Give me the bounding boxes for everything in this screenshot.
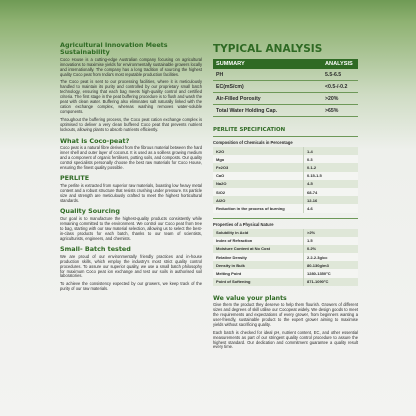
heading-perlite: PERLITE bbox=[60, 174, 90, 183]
table-cell: Point of Softening bbox=[213, 278, 304, 286]
table-row bbox=[213, 188, 358, 196]
table-cell: Moisture Content at No Cost bbox=[213, 245, 304, 253]
table-cell: 0.2% bbox=[304, 245, 359, 253]
table-cell: Reduction in the process of burning bbox=[213, 204, 304, 212]
table-cell: CaO bbox=[213, 172, 304, 180]
table-cell: Al2O bbox=[213, 196, 304, 204]
paragraph: Our goal is to manufacture the highest-quality products consistently while remaining committed to the environment. We control our Coco peat from tree to bag, starting with our raw material selection, allowing us to select the best-in-class products for each batch, thanks to our team of scientists, agriculturists, engineers, and chemists. bbox=[60, 215, 202, 241]
heading-quality-sourcing: Quality Sourcing bbox=[60, 207, 120, 216]
table-cell: Melting Point bbox=[213, 269, 304, 277]
right-column bbox=[213, 30, 358, 350]
table-cell: Mgo bbox=[213, 155, 304, 163]
analysis-header bbox=[213, 59, 358, 69]
analysis-row bbox=[213, 81, 358, 93]
table-cell: Density in Bulk bbox=[213, 261, 304, 269]
table-cell: 871-1090°C bbox=[304, 278, 359, 286]
perlite-specification-title: PERLITE SPECIFICATION bbox=[213, 127, 286, 133]
table-cell: Relative Density bbox=[213, 253, 304, 261]
analysis-label: EC(mS/cm) bbox=[216, 84, 244, 90]
paragraph: Coco House is a cutting-edge Australian company focusing on agricultural innovations to maximise yields for environmentally sustainable growers locally and internationally. The company has a long tradition of sourcing the highest quality Coco peat from India's most reputable production facilities. bbox=[60, 56, 202, 77]
table-row bbox=[213, 155, 358, 163]
paragraph: The Coco peat is sent to our processing facilities, where it is meticulously handled to maintain its purity and controlled by our proprietary small batch technology, ensuring that each bag meets high-quality control and certified criteria. The first stage in the peat buffering procedure is to flush and wash the peat with clean water. Buffering also eliminates salt naturally linked with the cation exchange complex, whereas washing removes water-soluble components. bbox=[60, 79, 202, 114]
table-cell: SiO2 bbox=[213, 188, 304, 196]
table-cell: 4-5 bbox=[304, 180, 359, 188]
paragraph: We are proud of our environmentally friendly practices and in-house production skills, which employ the industry's most strict quality control procedures. To assure our superior quality, we use a small batch philosophy for maximum Coco peat ion exchange and test our soils in authorised soil laboratories. bbox=[60, 253, 202, 279]
paragraph: Throughout the buffering process, the Coco peat cation exchange complex is optimised to deliver a very clean buffered Coco peat that prevents nutrient lockouts, allowing plants to absorb nutrients efficiently. bbox=[60, 116, 202, 132]
table-cell: Fe2O3 bbox=[213, 163, 304, 171]
table-row bbox=[213, 261, 358, 269]
table-cell: K2O bbox=[213, 147, 304, 155]
table-row bbox=[213, 147, 358, 155]
analysis-row bbox=[213, 69, 358, 81]
chemical-composition-table bbox=[213, 147, 358, 213]
table-row bbox=[213, 253, 358, 261]
analysis-label: Total Water Holding Cap. bbox=[216, 108, 278, 114]
table-row bbox=[213, 245, 358, 253]
heading-small-batch-tested: Small- Batch tested bbox=[60, 245, 131, 254]
paragraph: Coco peat is a natural fibre derived from the fibrous material between the hard inner shell and outer layer of coconut. It is used as a soilless growing medium and a component of organic fertilisers, potting soils, and composts. Our quality control specialists personally choose the best raw materials for Coco House, ensuring the finest quality possible. bbox=[60, 144, 202, 170]
paragraph: To achieve the consistency expected by our growers, we keep track of the purity of our raw materials. bbox=[60, 281, 202, 292]
analysis-row bbox=[213, 93, 358, 105]
analysis-label: PH bbox=[216, 72, 224, 78]
table-cell: 12-16 bbox=[304, 196, 359, 204]
physical-properties-table bbox=[213, 229, 358, 286]
table-cell: 1280-1350°C bbox=[304, 269, 359, 277]
analysis-value: 5.5-6.5 bbox=[325, 72, 342, 78]
heading-what-is-coco-peat: What is Coco-peat? bbox=[60, 136, 130, 145]
table-row bbox=[213, 204, 358, 212]
table-row bbox=[213, 172, 358, 180]
table-row bbox=[213, 237, 358, 245]
analysis-value: <0.5-/-0.2 bbox=[325, 84, 348, 90]
table-cell: Index of Refraction bbox=[213, 237, 304, 245]
table-cell: 80-130g/m3 bbox=[304, 261, 359, 269]
chemical-composition-title: Composition of Chemicals in Percentage bbox=[213, 136, 358, 145]
table-cell: 2.2-2.3g/cc bbox=[304, 253, 359, 261]
table-row bbox=[213, 163, 358, 171]
analysis-label: Air-Filled Porosity bbox=[216, 96, 261, 102]
analysis-header-summary: SUMMARY bbox=[216, 61, 245, 67]
analysis-row bbox=[213, 105, 358, 117]
table-cell: 0.15-1.5 bbox=[304, 172, 359, 180]
heading-agricultural-innovation: Agricultural Innovation Meets Sustainability bbox=[60, 41, 168, 57]
table-cell: Solubility in Acid bbox=[213, 229, 304, 237]
table-row bbox=[213, 278, 358, 286]
table-row bbox=[213, 269, 358, 277]
analysis-value: >65% bbox=[325, 108, 339, 114]
table-cell: 4-6 bbox=[304, 204, 359, 212]
table-row bbox=[213, 196, 358, 204]
analysis-value: >20% bbox=[325, 96, 339, 102]
table-cell: 0.3 bbox=[304, 155, 359, 163]
table-cell: 1.5 bbox=[304, 237, 359, 245]
table-cell: >2% bbox=[304, 229, 359, 237]
paragraph: The perlite is extracted from superior raw materials, boasting low heavy metal content and a robust structure that resists crushing under pressure. Its particle size and strength are meticulously crafted to meet the highest horticultural standards. bbox=[60, 182, 202, 203]
table-cell: Na2O bbox=[213, 180, 304, 188]
table-row bbox=[213, 180, 358, 188]
paragraph: Each batch is checked for ideal pH, nutrient content, EC, and other essential measurements as part of our stringent quality control procedure to assure the highest standard. Our dedication and commitment guarantee a quality result every time. bbox=[213, 329, 358, 350]
physical-properties-title: Properties of a Physical Nature bbox=[213, 218, 358, 227]
table-row bbox=[213, 229, 358, 237]
analysis-header-analysis: ANALYSIS bbox=[325, 61, 353, 67]
left-column bbox=[60, 30, 202, 292]
table-cell: 1-4 bbox=[304, 147, 359, 155]
typical-analysis-title: TYPICAL ANALYSIS bbox=[213, 43, 323, 55]
heading-we-value-your-plants: We value your plants bbox=[213, 294, 287, 302]
paragraph: Give them the product they deserve to help them flourish. Growers of different sizes and degrees of skill utilise our Cocopeat widely. We design goods to meet the requirements and expectations of every grower, from beginners wanting a user-friendly, sustainable product to the expert grower aiming to maximise yields without sacrificing quality. bbox=[213, 302, 358, 327]
table-cell: 0.1-2 bbox=[304, 163, 359, 171]
table-cell: 68-74 bbox=[304, 188, 359, 196]
